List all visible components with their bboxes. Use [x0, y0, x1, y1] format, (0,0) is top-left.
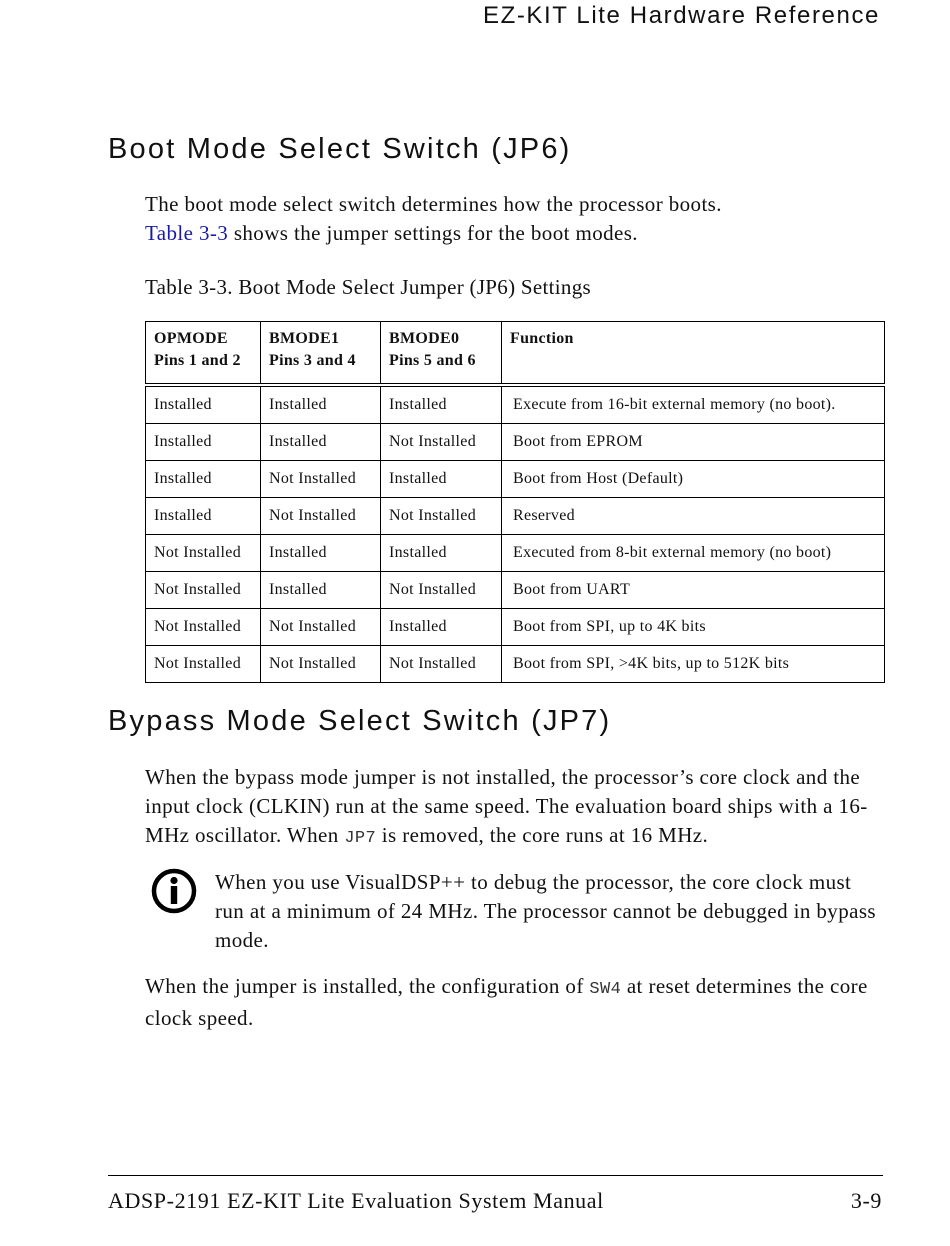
- cell-bmode0: Not Installed: [381, 498, 502, 535]
- cell-opmode: Not Installed: [146, 646, 261, 683]
- sw4-code: SW4: [589, 980, 622, 999]
- table-row: [146, 461, 885, 498]
- running-header: EZ-KIT Lite Hardware Reference: [482, 2, 880, 29]
- bypass-mode-paragraph: [145, 763, 885, 853]
- boot-mode-table: [145, 321, 885, 683]
- boot-para-line1: The boot mode select switch determines how the processor boots.: [145, 192, 722, 216]
- cell-bmode1: Not Installed: [261, 646, 381, 683]
- boot-para-line2: shows the jumper settings for the boot modes.: [228, 221, 638, 245]
- cell-function: Reserved: [502, 498, 885, 535]
- cell-function: Boot from SPI, >4K bits, up to 512K bits: [502, 646, 885, 683]
- footer-manual-title: ADSP-2191 EZ-KIT Lite Evaluation System Manual: [108, 1188, 604, 1213]
- cell-opmode: Not Installed: [146, 572, 261, 609]
- header-bmode1: BMODE1 Pins 3 and 4: [261, 322, 381, 386]
- table-row: [146, 609, 885, 646]
- table-row: [146, 385, 885, 424]
- jumper-installed-paragraph: [145, 972, 885, 1033]
- cell-bmode1: Not Installed: [261, 498, 381, 535]
- cell-bmode1: Installed: [261, 535, 381, 572]
- table-3-3-link[interactable]: Table 3-3: [145, 221, 229, 245]
- cell-bmode0: Installed: [381, 535, 502, 572]
- cell-function: Executed from 8-bit external memory (no boot): [502, 535, 885, 572]
- table-row: [146, 535, 885, 572]
- bypass-para-text: When the bypass mode jumper is not installed, the processor’s core clock and the input clock (CLKIN) run at the same speed. The evaluation board ships with a 16-MHz oscillator. When: [145, 765, 868, 847]
- cell-opmode: Installed: [146, 498, 261, 535]
- cell-bmode0: Installed: [381, 385, 502, 424]
- table-header-row: [146, 322, 885, 386]
- cell-opmode: Not Installed: [146, 535, 261, 572]
- cell-function: Boot from EPROM: [502, 424, 885, 461]
- cell-bmode1: Installed: [261, 424, 381, 461]
- cell-opmode: Not Installed: [146, 609, 261, 646]
- header-bmode0: BMODE0 Pins 5 and 6: [381, 322, 502, 386]
- cell-function: Boot from Host (Default): [502, 461, 885, 498]
- table-row: [146, 424, 885, 461]
- header-opmode: OPMODE Pins 1 and 2: [146, 322, 261, 386]
- cell-opmode: Installed: [146, 385, 261, 424]
- table-row: [146, 646, 885, 683]
- table-row: [146, 572, 885, 609]
- cell-function: Boot from SPI, up to 4K bits: [502, 609, 885, 646]
- section-heading-bypass-mode: Bypass Mode Select Switch (JP7): [108, 705, 612, 737]
- cell-function: Execute from 16-bit external memory (no boot).: [502, 385, 885, 424]
- jumper-para-text-end: at reset determines the core clock speed.: [145, 974, 868, 1030]
- boot-mode-paragraph: [145, 190, 885, 248]
- cell-bmode0: Not Installed: [381, 646, 502, 683]
- section-heading-boot-mode: Boot Mode Select Switch (JP6): [108, 133, 572, 165]
- cell-bmode1: Not Installed: [261, 461, 381, 498]
- footer-divider: [108, 1175, 883, 1176]
- cell-bmode0: Installed: [381, 461, 502, 498]
- cell-bmode1: Installed: [261, 385, 381, 424]
- table-caption: Table 3-3. Boot Mode Select Jumper (JP6) Settings: [145, 275, 592, 299]
- cell-bmode0: Installed: [381, 609, 502, 646]
- table-row: [146, 498, 885, 535]
- bypass-para-text-end: is removed, the core runs at 16 MHz.: [376, 823, 709, 847]
- jumper-para-text: When the jumper is installed, the configuration of: [145, 974, 590, 998]
- info-icon: [150, 867, 198, 915]
- header-function: Function: [502, 322, 885, 386]
- cell-function: Boot from UART: [502, 572, 885, 609]
- cell-bmode1: Installed: [261, 572, 381, 609]
- cell-opmode: Installed: [146, 424, 261, 461]
- jp7-code: JP7: [344, 829, 377, 848]
- footer-page-number: 3-9: [850, 1188, 882, 1213]
- cell-bmode0: Not Installed: [381, 572, 502, 609]
- cell-bmode1: Not Installed: [261, 609, 381, 646]
- cell-opmode: Installed: [146, 461, 261, 498]
- cell-bmode0: Not Installed: [381, 424, 502, 461]
- note-text: When you use VisualDSP++ to debug the processor, the core clock must run at a minimum of 24 MHz. The processor cannot be debugged in bypass mode.: [215, 870, 876, 952]
